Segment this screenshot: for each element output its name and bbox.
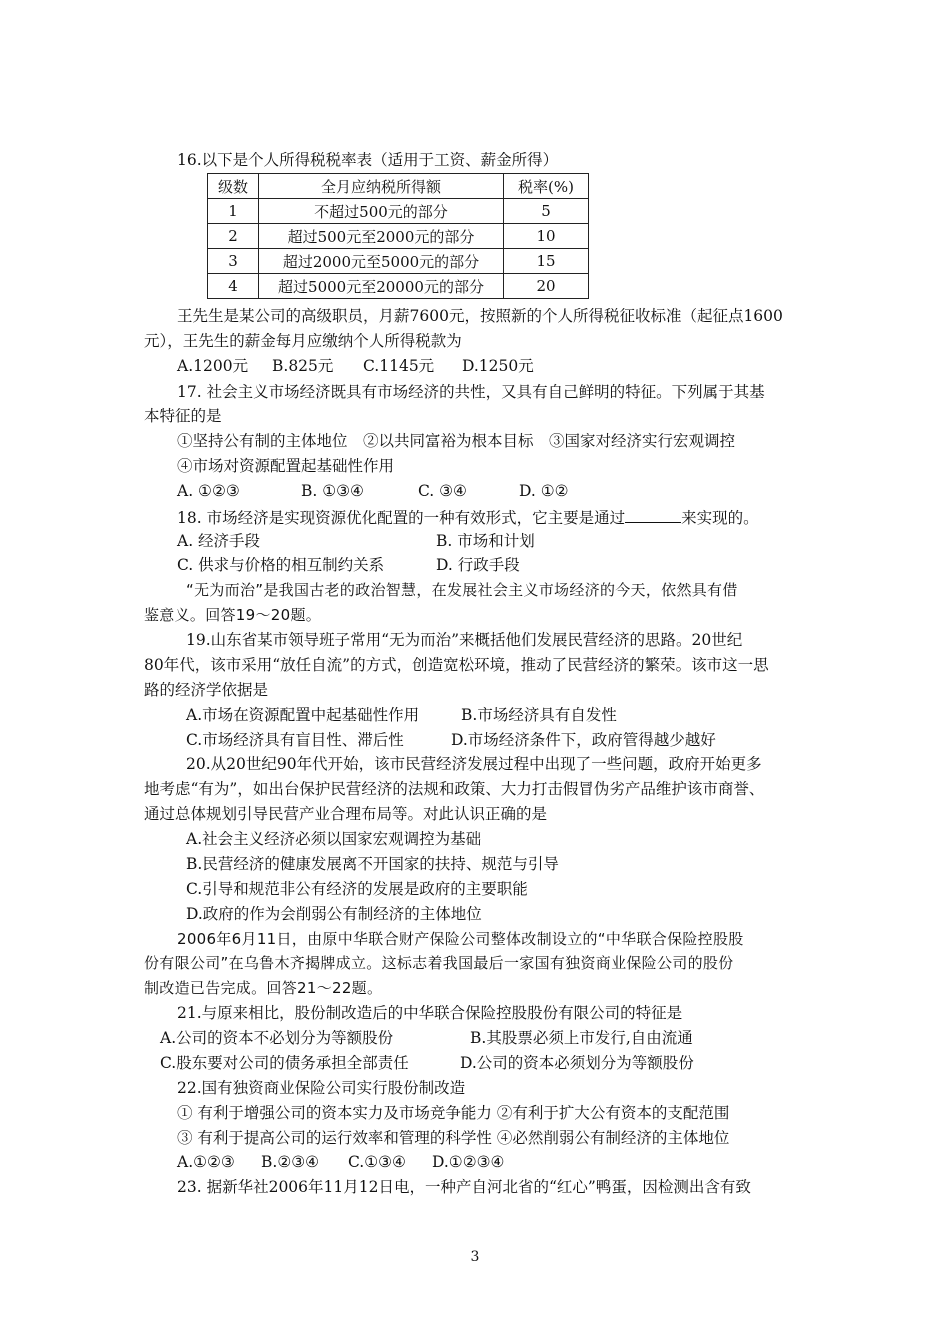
option-b[interactable]: B. ①③④ (301, 482, 364, 500)
material-text: 鉴意义。回答19～20题。 (144, 606, 322, 624)
q22-stem: 22.国有独资商业保险公司实行股份制改造 (177, 1079, 466, 1097)
option-c[interactable]: C.市场经济具有盲目性、滞后性 (186, 731, 404, 749)
q19-stem: 路的经济学依据是 (144, 681, 269, 699)
table-row (208, 199, 589, 224)
page-number: 3 (470, 1249, 480, 1265)
material-text: 份有限公司”在乌鲁木齐揭牌成立。这标志着我国最后一家国有独资商业保险公司的股份 (144, 954, 734, 972)
material-text: 制改造已告完成。回答21～22题。 (144, 979, 383, 997)
table-header-row (208, 174, 589, 199)
q19-stem: 80年代，该市采用“放任自流”的方式，创造宽松环境，推动了民营经济的繁荣。该市这一思 (144, 656, 769, 674)
table-row (208, 249, 589, 274)
table-cell: 20 (504, 274, 589, 299)
q21-options (160, 1028, 693, 1048)
q16-options (177, 356, 534, 376)
q23-stem: 23. 据新华社2006年11月12日电，一种产自河北省的“红心”鸭蛋，因检测出含有致 (177, 1178, 751, 1196)
option-d[interactable]: D.公司的资本必须划分为等额股份 (460, 1054, 694, 1072)
q20-option-c[interactable]: C.引导和规范非公有经济的发展是政府的主要职能 (186, 880, 528, 898)
q18-stem (177, 506, 759, 528)
table-cell: 10 (504, 224, 589, 249)
option-a[interactable]: A. ①②③ (177, 482, 240, 500)
table-cell: 4 (208, 274, 259, 299)
option-a[interactable]: A.公司的资本不必划分为等额股份 (160, 1029, 394, 1047)
option-d[interactable]: D. 行政手段 (436, 556, 520, 574)
table-cell: 不超过500元的部分 (259, 199, 504, 224)
option-d[interactable]: D.1250元 (462, 357, 534, 375)
q20-stem: 20.从20世纪90年代开始，该市民营经济发展过程中出现了一些问题，政府开始更多 (186, 755, 762, 773)
q19-stem: 19.山东省某市领导班子常用“无为而治”来概括他们发展民营经济的思路。20世纪 (186, 631, 743, 649)
q22-options (177, 1152, 504, 1172)
table-header-cell: 税率(%) (504, 174, 589, 199)
q17-items: ④市场对资源配置起基础性作用 (177, 457, 395, 475)
q18-options (177, 555, 520, 575)
option-d[interactable]: D. ①② (519, 482, 569, 500)
q17-stem: 17. 社会主义市场经济既具有市场经济的共性，又具有自己鲜明的特征。下列属于其基 (177, 383, 765, 401)
option-a[interactable]: A.①②③ (177, 1153, 235, 1171)
q22-items: ① 有利于增强公司的资本实力及市场竞争能力 ②有利于扩大公有资本的支配范围 (177, 1104, 730, 1122)
q18-options (177, 531, 535, 551)
q20-stem: 地考虑“有为”，如出台保护民营经济的法规和政策、大力打击假冒伪劣产品维护该市商誉、 (144, 780, 765, 798)
option-b[interactable]: B. 市场和计划 (436, 532, 535, 550)
material-text: 2006年6月11日，由原中华联合财产保险公司整体改制设立的“中华联合保险控股股 (177, 930, 744, 948)
material-text: “无为而治”是我国古老的政治智慧，在发展社会主义市场经济的今天，依然具有借 (186, 581, 738, 599)
table-header-cell: 级数 (208, 174, 259, 199)
table-cell: 2 (208, 224, 259, 249)
q16-text: 元），王先生的薪金每月应缴纳个人所得税款为 (144, 332, 462, 350)
q17-stem: 本特征的是 (144, 407, 222, 425)
option-a[interactable]: A.市场在资源配置中起基础性作用 (186, 706, 420, 724)
q20-option-b[interactable]: B.民营经济的健康发展离不开国家的扶持、规范与引导 (186, 855, 559, 873)
option-b[interactable]: B.市场经济具有自发性 (461, 706, 617, 724)
option-c[interactable]: C. ③④ (418, 482, 467, 500)
q16-stem: 16.以下是个人所得税税率表（适用于工资、薪金所得） (177, 151, 559, 169)
option-a[interactable]: A.1200元 (177, 357, 249, 375)
q20-option-a[interactable]: A.社会主义经济必须以国家宏观调控为基础 (186, 830, 482, 848)
q20-stem: 通过总体规划引导民营产业合理布局等。对此认识正确的是 (144, 805, 548, 823)
q21-stem: 21.与原来相比，股份制改造后的中华联合保险控股股份有限公司的特征是 (177, 1004, 683, 1022)
q20-option-d[interactable]: D.政府的作为会削弱公有制经济的主体地位 (186, 905, 482, 923)
option-c[interactable]: C.①③④ (348, 1153, 406, 1171)
table-cell: 3 (208, 249, 259, 274)
table-cell: 15 (504, 249, 589, 274)
q17-items: ①坚持公有制的主体地位 ②以共同富裕为根本目标 ③国家对经济实行宏观调控 (177, 432, 736, 450)
table-header-cell: 全月应纳税所得额 (259, 174, 504, 199)
q21-options (160, 1053, 694, 1073)
option-c[interactable]: C. 供求与价格的相互制约关系 (177, 556, 385, 574)
table-cell: 超过2000元至5000元的部分 (259, 249, 504, 274)
table-row (208, 224, 589, 249)
option-b[interactable]: B.②③④ (261, 1153, 320, 1171)
option-b[interactable]: B.其股票必须上市发行,自由流通 (470, 1029, 693, 1047)
option-d[interactable]: D.①②③④ (432, 1153, 505, 1171)
q18-stem-before: 18. 市场经济是实现资源优化配置的一种有效形式，它主要是通过 (177, 509, 626, 527)
option-b[interactable]: B.825元 (272, 357, 334, 375)
q17-options (177, 481, 569, 501)
q16-text: 王先生是某公司的高级职员，月薪7600元，按照新的个人所得税征收标准（起征点1600 (177, 307, 783, 325)
q18-stem-after: 来实现的。 (681, 509, 759, 527)
table-cell: 1 (208, 199, 259, 224)
q19-options (186, 705, 617, 725)
q19-options (186, 730, 716, 750)
option-c[interactable]: C.1145元 (363, 357, 435, 375)
table-cell: 超过5000元至20000元的部分 (259, 274, 504, 299)
option-c[interactable]: C.股东要对公司的债务承担全部责任 (160, 1054, 409, 1072)
table-row (208, 274, 589, 299)
option-d[interactable]: D.市场经济条件下，政府管得越少越好 (451, 731, 716, 749)
q22-items: ③ 有利于提高公司的运行效率和管理的科学性 ④必然削弱公有制经济的主体地位 (177, 1129, 730, 1147)
option-a[interactable]: A. 经济手段 (177, 532, 261, 550)
table-cell: 5 (504, 199, 589, 224)
tax-rate-table (207, 173, 589, 299)
answer-blank (625, 506, 681, 523)
table-cell: 超过500元至2000元的部分 (259, 224, 504, 249)
